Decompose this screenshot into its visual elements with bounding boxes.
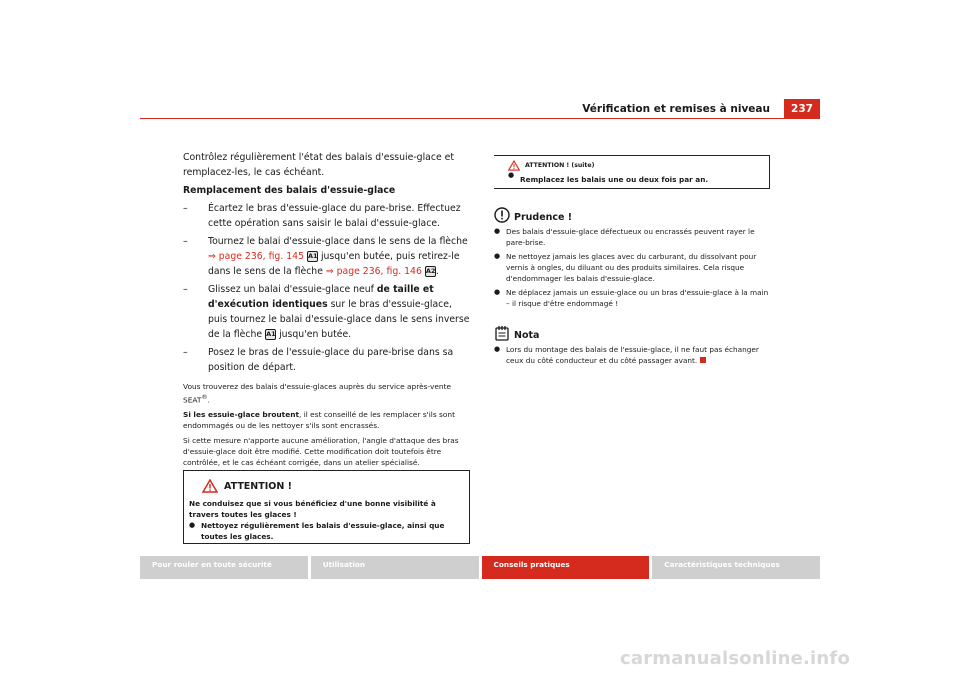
callout-a1: A1	[307, 252, 318, 260]
attention-body: Ne conduisez que si vous bénéficiez d'une bonne visibilité à travers toutes les glaces ! ● Nettoyez régulièrement les balais d'essuie-glace, ainsi que toutes les glaces.	[184, 495, 469, 545]
page-ref-link[interactable]: ⇒ page 236, fig. 145	[208, 251, 304, 262]
attention-continued-bullet: ● Remplacez les balais une ou deux fois par an.	[508, 171, 769, 184]
footer-nav	[140, 556, 820, 579]
prudence-header	[494, 207, 770, 223]
header-rule	[140, 118, 820, 119]
attention-box	[183, 470, 470, 544]
left-column	[183, 150, 470, 472]
step-2: – Tournez le balai d'essuie-glace dans le sens de la flèche ⇒ page 236, fig. 145 A1 jusqu'en butée, puis retirez-le dans le sens de la flèche ⇒ page 236, fig. 146 A2.	[183, 236, 468, 277]
note-pad-icon	[494, 325, 510, 341]
prudence-body	[494, 226, 770, 309]
callout-a2: A2	[425, 267, 436, 275]
attention-continued-title: ATTENTION ! (suite)	[525, 162, 595, 169]
attention-header	[184, 471, 469, 495]
footer-tab-utilisation[interactable]: Utilisation	[311, 556, 479, 579]
nota-body	[494, 344, 770, 366]
exclamation-circle-icon	[494, 207, 510, 223]
prudence-bullet: ● Ne déplacez jamais un essuie-glace ou un bras d'essuie-glace à la main – il risque d'être endommagé !	[494, 287, 770, 309]
site-watermark: carmanualsonline.info	[620, 648, 851, 669]
footer-tab-securite[interactable]: Pour rouler en toute sécurité	[140, 556, 308, 579]
nota-header	[494, 325, 770, 341]
page-number: 237	[784, 99, 820, 119]
warning-triangle-icon	[202, 479, 218, 493]
warning-triangle-icon	[508, 160, 520, 171]
nota-title: Nota	[514, 330, 540, 341]
end-marker	[700, 357, 706, 363]
attention-continued-box	[494, 155, 770, 189]
callout-a1: A1	[266, 330, 276, 338]
step-4: – Posez le bras de l'essuie-glace du pare-brise dans sa position de départ.	[183, 347, 454, 373]
attention-title: ATTENTION !	[224, 480, 292, 492]
intro-paragraph: Contrôlez régulièrement l'état des balais d'essuie-glace et remplacez-les, le cas échéant.	[183, 152, 455, 178]
prudence-bullet: ● Ne nettoyez jamais les glaces avec du carburant, du dissolvant pour vernis à ongles, du diluant ou des produits similaires. Cela risque d'endommager les balais d'essuie-glace.	[494, 251, 770, 284]
small-notes	[183, 381, 470, 468]
footer-tab-conseils[interactable]: Conseils pratiques	[482, 556, 650, 579]
small-paragraph: Vous trouverez des balais d'essuie-glaces auprès du service après-vente SEAT®.	[183, 382, 452, 405]
small-paragraph: Si les essuie-glace broutent, il est conseillé de les remplacer s'ils sont endommagés ou de les nettoyer s'ils sont encrassés.	[183, 410, 455, 431]
footer-tab-caracteristiques[interactable]: Caractéristiques techniques	[652, 556, 820, 579]
step-1: – Écartez le bras d'essuie-glace du pare-brise. Effectuez cette opération sans saisir le balai d'essuie-glace.	[183, 203, 461, 229]
step-3: – Glissez un balai d'essuie-glace neuf de taille et d'exécution identiques sur le bras d'essuie-glace, puis tournez le balai d'essuie-glace dans le sens inverse de la flèche A1 jusqu'en butée.	[183, 284, 470, 340]
prudence-title: Prudence !	[514, 212, 573, 223]
page-ref-link[interactable]: ⇒ page 236, fig. 146	[325, 266, 422, 277]
right-column	[494, 155, 770, 369]
small-paragraph: Si cette mesure n'apporte aucune amélioration, l'angle d'attaque des bras d'essuie-glace doit être modifié. Cette modification doit toutefois être contrôlée, et le cas échéant corrigée, dans un atelier spécialisé.	[183, 436, 459, 468]
page-header-title: Vérification et remises à niveau	[582, 103, 770, 115]
nota-bullet: ● Lors du montage des balais de l'essuie-glace, il ne faut pas échanger ceux du côté conducteur et du côté passager avant.	[494, 344, 770, 366]
prudence-bullet: ● Des balais d'essuie-glace défectueux ou encrassés peuvent rayer le pare-brise.	[494, 226, 770, 248]
section-heading: Remplacement des balais d'essuie-glace	[183, 185, 396, 196]
